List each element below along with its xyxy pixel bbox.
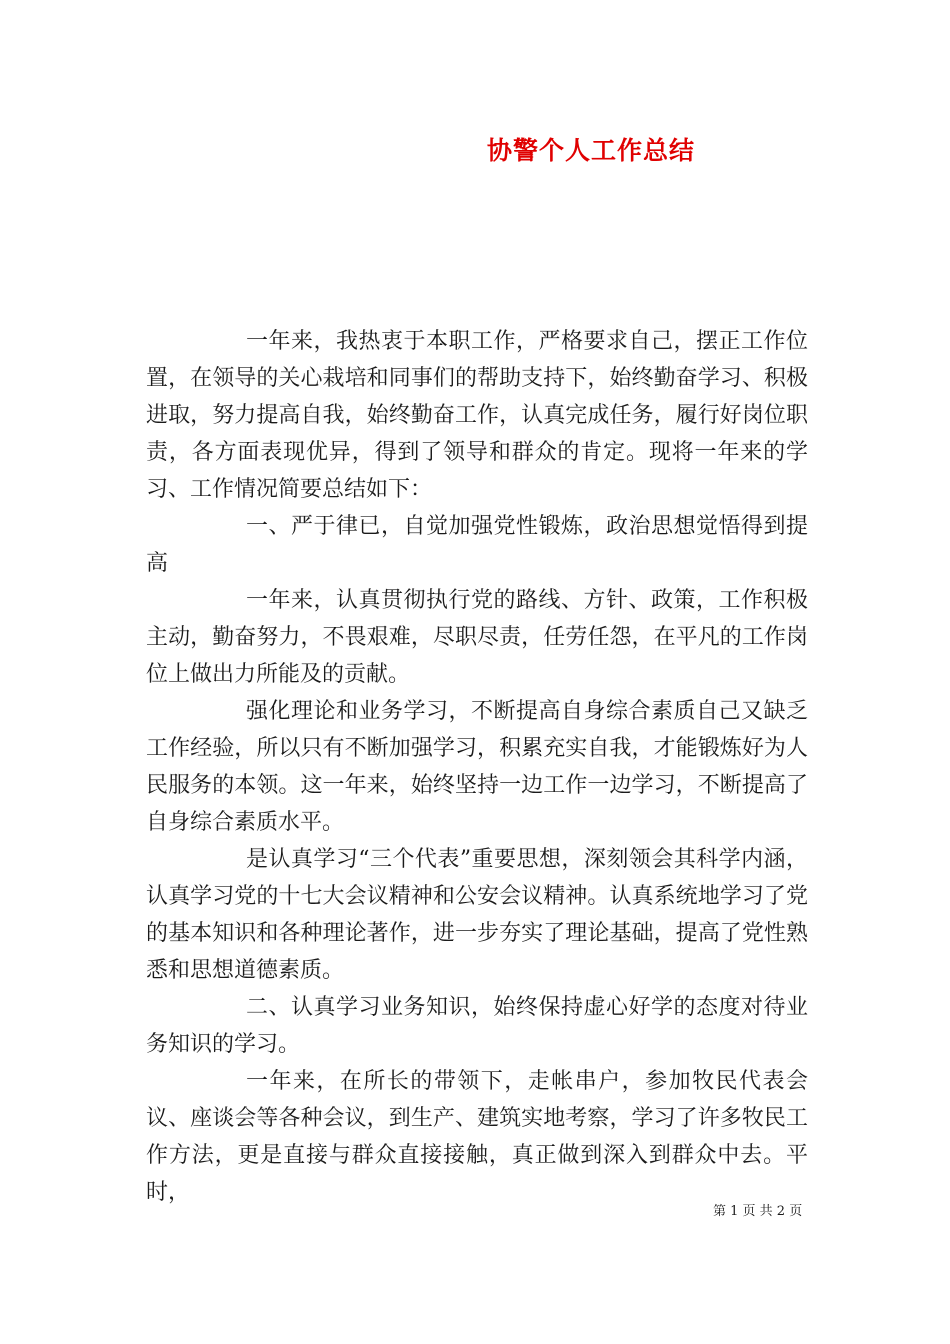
paragraph-section-1: 一年来，认真贯彻执行党的路线、方针、政策，工作积极主动，勤奋努力，不畏艰难，尽职尽责，任劳任怨，在平凡的工作岗位上做出力所能及的贡献。: [146, 588, 808, 687]
paragraph-theory-study: 强化理论和业务学习，不断提高自身综合素质自己又缺乏工作经验，所以只有不断加强学习，积累充实自我，才能锻炼好为人民服务的本领。这一年来，始终坚持一边工作一边学习，不断提高了自身综合素质水平。: [146, 699, 808, 835]
section-heading-2: 二、认真学习业务知识，始终保持虚心好学的态度对待业务知识的学习。: [146, 995, 808, 1057]
page-number-footer: 第 1 页 共 2 页: [713, 1204, 803, 1219]
page-title: 协警个人工作总结: [487, 136, 696, 165]
section-heading-1: 一、严于律已，自觉加强党性锻炼，政治思想觉悟得到提高: [146, 514, 808, 576]
paragraph-section-2: 一年来，在所长的带领下，走帐串户，参加牧民代表会议、座谈会等各种会议，到生产、建筑实地考察，学习了许多牧民工作方法，更是直接与群众直接接触，真正做到深入到群众中去。平时，: [146, 1069, 808, 1205]
paragraph-intro: 一年来，我热衷于本职工作，严格要求自己，摆正工作位置，在领导的关心栽培和同事们的帮助支持下，始终勤奋学习、积极进取，努力提高自我，始终勤奋工作，认真完成任务，履行好岗位职责，各方面表现优异，得到了领导和群众的肯定。现将一年来的学习、工作情况简要总结如下：: [146, 329, 808, 502]
document-body: [146, 323, 808, 1211]
paragraph-three-represents: 是认真学习“三个代表”重要思想，深刻领会其科学内涵，认真学习党的十七大会议精神和公安会议精神。认真系统地学习了党的基本知识和各种理论著作，进一步夯实了理论基础，提高了党性熟悉和思想道德素质。: [146, 847, 808, 983]
